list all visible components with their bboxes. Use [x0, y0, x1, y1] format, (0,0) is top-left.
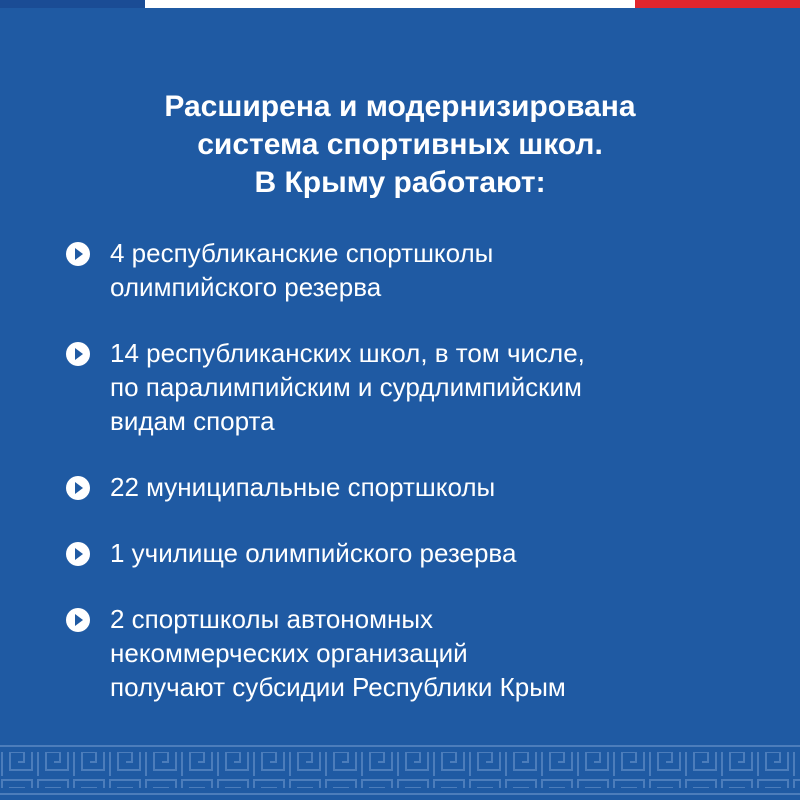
list-item-text	[110, 470, 746, 504]
list-item	[66, 336, 746, 438]
list-item-text	[110, 336, 746, 438]
play-circle-icon	[66, 476, 90, 500]
bullet-list	[66, 236, 746, 736]
list-item-line: 2 спортшколы автономных	[110, 604, 434, 634]
list-item-line: 22 муниципальные спортшколы	[110, 472, 496, 502]
list-item-text	[110, 236, 746, 304]
list-item	[66, 470, 746, 504]
list-item-text	[110, 602, 746, 704]
flag-stripe	[0, 0, 800, 8]
list-item-line: олимпийского резерва	[110, 272, 382, 302]
list-item-text	[110, 536, 746, 570]
list-item-line: некоммерческих организаций	[110, 638, 468, 668]
list-item-line: 14 республиканских школ, в том числе,	[110, 338, 585, 368]
list-item-line: видам спорта	[110, 406, 275, 436]
title-line: Расширена и модернизирована	[164, 90, 636, 123]
meander-ornament	[0, 742, 800, 800]
flag-stripe-white	[145, 0, 635, 8]
play-circle-icon	[66, 608, 90, 632]
list-item-line: по паралимпийским и сурдлимпийским	[110, 372, 582, 402]
play-circle-icon	[66, 342, 90, 366]
list-item-line: 4 республиканские спортшколы	[110, 238, 494, 268]
play-circle-icon	[66, 542, 90, 566]
list-item	[66, 602, 746, 704]
title-line: система спортивных школ.	[197, 128, 603, 161]
flag-stripe-blue	[0, 0, 145, 8]
list-item	[66, 536, 746, 570]
flag-stripe-red	[635, 0, 800, 8]
play-circle-icon	[66, 242, 90, 266]
page-title	[0, 88, 800, 202]
list-item-line: 1 училище олимпийского резерва	[110, 538, 517, 568]
title-line: В Крыму работают:	[254, 166, 546, 199]
list-item	[66, 236, 746, 304]
list-item-line: получают субсидии Республики Крым	[110, 672, 566, 702]
